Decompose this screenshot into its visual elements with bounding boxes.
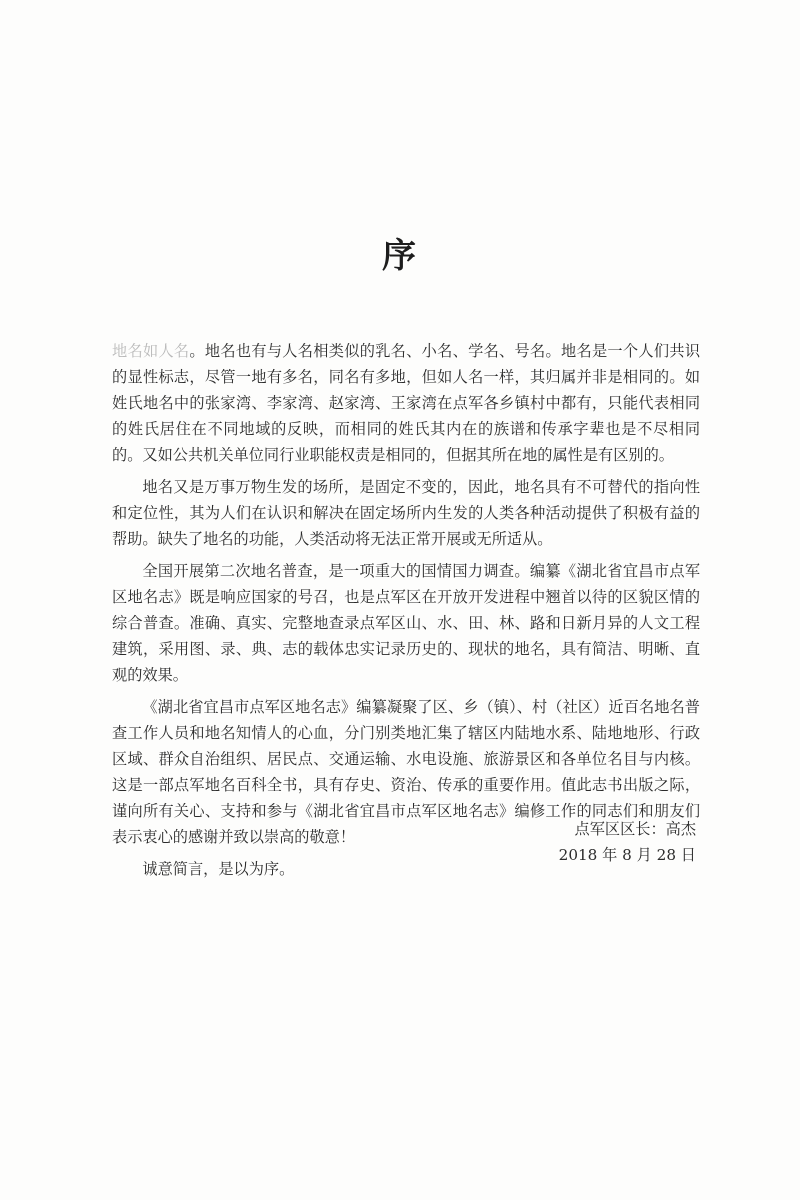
signature-block: [559, 816, 696, 868]
paragraph-4: 《湖北省宜昌市点军区地名志》编纂凝聚了区、乡（镇）、村（社区）近百名地名普查工作人员和地名知情人的心血，分门别类地汇集了辖区内陆地水系、陆地地形、行政区域、群众自治组织、居民点、交通运输、水电设施、旅游景区和各单位名目与内核。这是一部点军地名百科全书，具有存史、资治、传承的重要作用。值此志书出版之际，谨向所有关心、支持和参与《湖北省宜昌市点军区地名志》编修工作的同志们和朋友们表示衷心的感谢并致以崇高的敬意！: [112, 698, 700, 846]
signature-author: 点军区区长：高杰: [574, 820, 696, 838]
page-title: 序: [382, 236, 418, 276]
paragraph-text: 。地名也有与人名相类似的乳名、小名、学名、号名。地名是一个人们共识的显性标志，尽管一地有多名，同名有多地，但如人名一样，其归属并非是相同的。如姓氏地名中的张家湾、李家湾、赵家湾、王家湾在点军各乡镇村中都有，只能代表相同的姓氏居住在不同地域的反映，而相同的姓氏其内在的族谱和传承字辈也是不尽相同的。又如公共机关单位同行业职能权责是相同的，但据其所在地的属性是有区别的。: [112, 342, 701, 464]
signature-date: 2018 年 8 月 28 日: [558, 846, 696, 864]
faded-text: 地名如人名: [112, 342, 190, 360]
paragraph-3: 全国开展第二次地名普查，是一项重大的国情国力调查。编纂《湖北省宜昌市点军区地名志》既是响应国家的号召，也是点军区在开放开发进程中翘首以待的区貌区情的综合普查。准确、真实、完整地查录点军区山、水、田、林、路和日新月异的人文工程建筑，采用图、录、典、志的载体忠实记录历史的、现状的地名，具有简洁、明晰、直观的效果。: [112, 562, 700, 684]
preface-body: [112, 338, 700, 888]
paragraph-2: 地名又是万事万物生发的场所，是固定不变的，因此，地名具有不可替代的指向性和定位性，其为人们在认识和解决在固定场所内生发的人类各种活动提供了积极有益的帮助。缺失了地名的功能，人类活动将无法正常开展或无所适从。: [112, 478, 700, 548]
paragraph-1: [112, 338, 700, 468]
paragraph-5: 诚意简言，是以为序。: [142, 860, 295, 878]
